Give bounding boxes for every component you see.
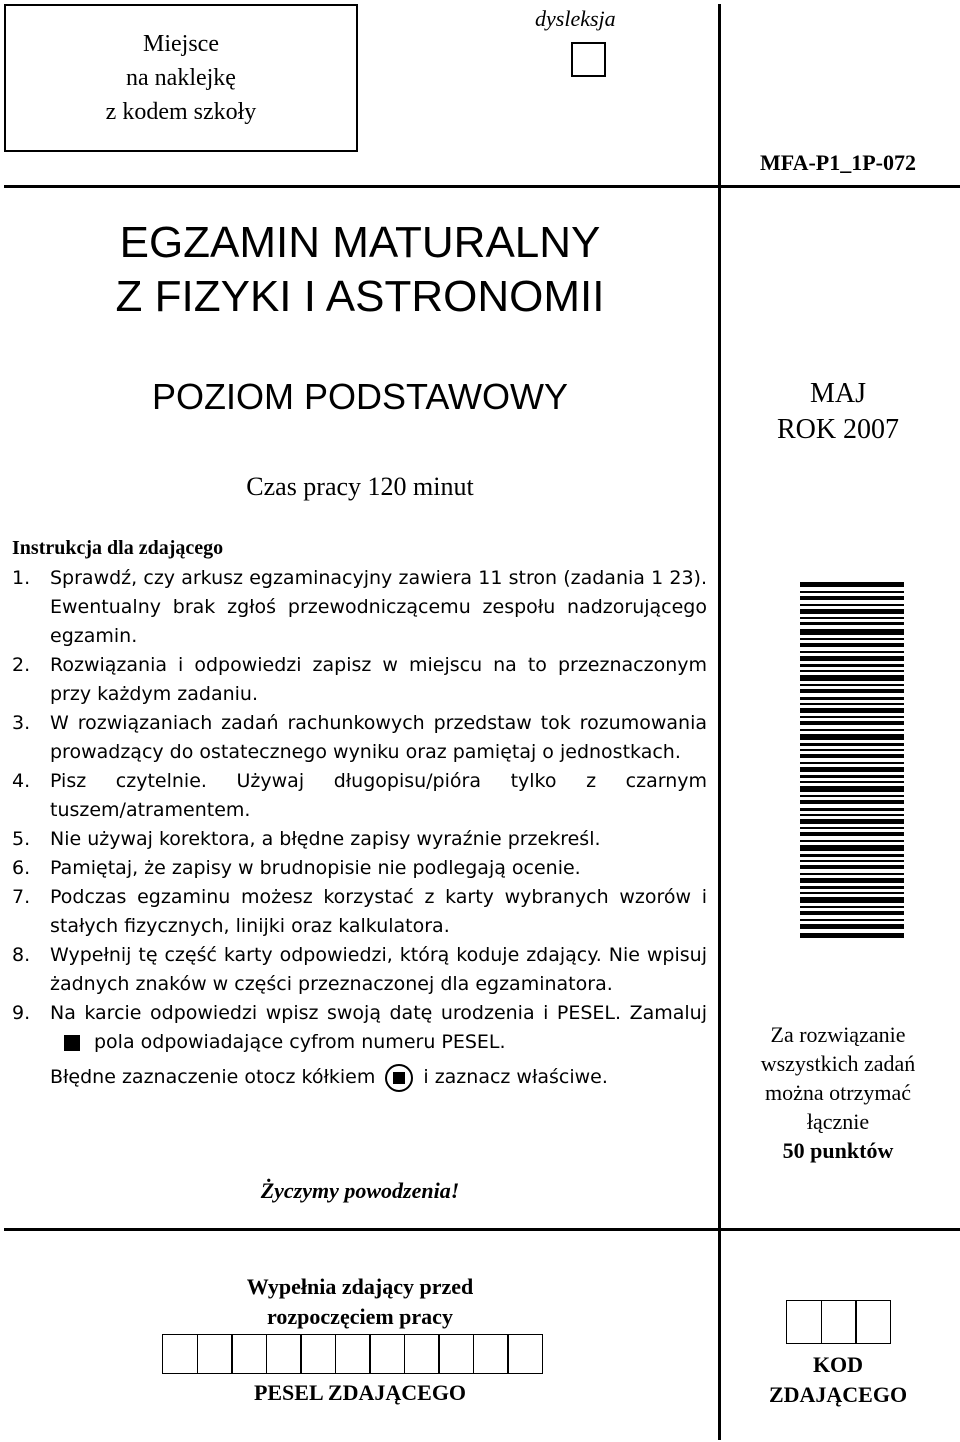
filled-square-icon xyxy=(64,1035,80,1051)
instruction-item: 2. Rozwiązania i odpowiedzi zapisz w miejscu na to przeznaczonym przy każdym zadaniu. xyxy=(12,654,707,705)
code-digit-box[interactable] xyxy=(855,1300,891,1344)
barcode-icon xyxy=(800,582,904,938)
pesel-label: PESEL ZDAJĄCEGO xyxy=(253,1380,467,1405)
exam-time: Czas pracy 120 minut xyxy=(246,472,474,501)
pesel-digit-box[interactable] xyxy=(404,1334,440,1374)
instructions-title: Instrukcja dla zdającego xyxy=(12,537,224,559)
vertical-divider xyxy=(718,4,721,1440)
instruction-item: 6. Pamiętaj, że zapisy w brudnopisie nie podlegają ocenie. xyxy=(12,857,581,879)
pesel-digit-box[interactable] xyxy=(507,1334,543,1374)
instruction-item: 1. Sprawdź, czy arkusz egzaminacyjny zawiera 11 stron (zadania 1 23). Ewentualny brak zgłoś przewodniczącemu zespołu nadzorującego egzamin. xyxy=(12,567,707,647)
pesel-digit-box[interactable] xyxy=(473,1334,509,1374)
points-info: Za rozwiązanie wszystkich zadań można otrzymać łącznie 50 punktów xyxy=(726,1020,950,1165)
code-digit-box[interactable] xyxy=(821,1300,857,1344)
pesel-input-boxes[interactable] xyxy=(162,1334,542,1374)
good-luck-message: Życzymy powodzenia! xyxy=(260,1178,460,1203)
instruction-item: 8. Wypełnij tę część karty odpowiedzi, którą koduje zdający. Nie wpisuj żadnych znaków w części przeznaczonej dla egzaminatora. xyxy=(12,944,707,995)
bottom-divider xyxy=(4,1228,960,1231)
session-month: MAJ xyxy=(809,378,866,409)
total-points: 50 punktów xyxy=(782,1138,894,1163)
exam-code: MFA-P1_1P-072 xyxy=(760,150,916,175)
sticker-line-1: Miejsce xyxy=(143,31,219,57)
code-label: KOD ZDAJĄCEGO xyxy=(768,1352,908,1407)
exam-title xyxy=(30,216,690,324)
exam-title-line-1: EGZAMIN MATURALNY xyxy=(119,218,601,267)
top-divider xyxy=(4,185,960,188)
sticker-line-2: na naklejkę xyxy=(126,65,236,91)
instruction-item: 5. Nie używaj korektora, a błędne zapisy wyraźnie przekreśl. xyxy=(12,828,601,850)
sticker-line-3: z kodem szkoły xyxy=(105,99,257,125)
pesel-digit-box[interactable] xyxy=(231,1334,267,1374)
instructions-list xyxy=(12,564,707,1092)
code-digit-box[interactable] xyxy=(786,1300,822,1344)
instruction-item: 3. W rozwiązaniach zadań rachunkowych przedstaw tok rozumowania prowadzący do ostatecznego wyniku oraz pamiętaj o jednostkach. xyxy=(12,712,707,763)
code-input-boxes[interactable] xyxy=(786,1300,890,1344)
dyslexia-checkbox[interactable] xyxy=(571,42,606,77)
exam-level: POZIOM PODSTAWOWY xyxy=(152,376,568,417)
instruction-correction: Błędne zaznaczenie otocz kółkiem i zaznacz właściwe. xyxy=(50,1063,608,1092)
instruction-item: 9. Na karcie odpowiedzi wpisz swoją datę urodzenia i PESEL. Zamalujpola odpowiadające cyfrom numeru PESEL. Błędne zaznaczenie otocz kółkiem i zaznacz właściwe. xyxy=(12,999,707,1092)
school-sticker-box xyxy=(4,4,358,152)
pesel-digit-box[interactable] xyxy=(335,1334,371,1374)
instruction-item: 4. Pisz czytelnie. Używaj długopisu/pióra tylko z czarnym tuszem/atramentem. xyxy=(12,770,707,821)
pesel-digit-box[interactable] xyxy=(438,1334,474,1374)
exam-session xyxy=(722,376,954,448)
pesel-digit-box[interactable] xyxy=(266,1334,302,1374)
circled-square-icon xyxy=(385,1064,413,1092)
exam-title-line-2: Z FIZYKI I ASTRONOMII xyxy=(115,272,605,321)
fill-before-start-title: Wypełnia zdający przed rozpoczęciem pracy xyxy=(246,1274,474,1329)
instruction-item: 7. Podczas egzaminu możesz korzystać z karty wybranych wzorów i stałych fizycznych, linijki oraz kalkulatora. xyxy=(12,886,707,937)
pesel-digit-box[interactable] xyxy=(369,1334,405,1374)
pesel-digit-box[interactable] xyxy=(162,1334,198,1374)
session-year: ROK 2007 xyxy=(776,414,900,445)
dyslexia-label: dysleksja xyxy=(535,6,616,31)
pesel-digit-box[interactable] xyxy=(300,1334,336,1374)
pesel-digit-box[interactable] xyxy=(197,1334,233,1374)
